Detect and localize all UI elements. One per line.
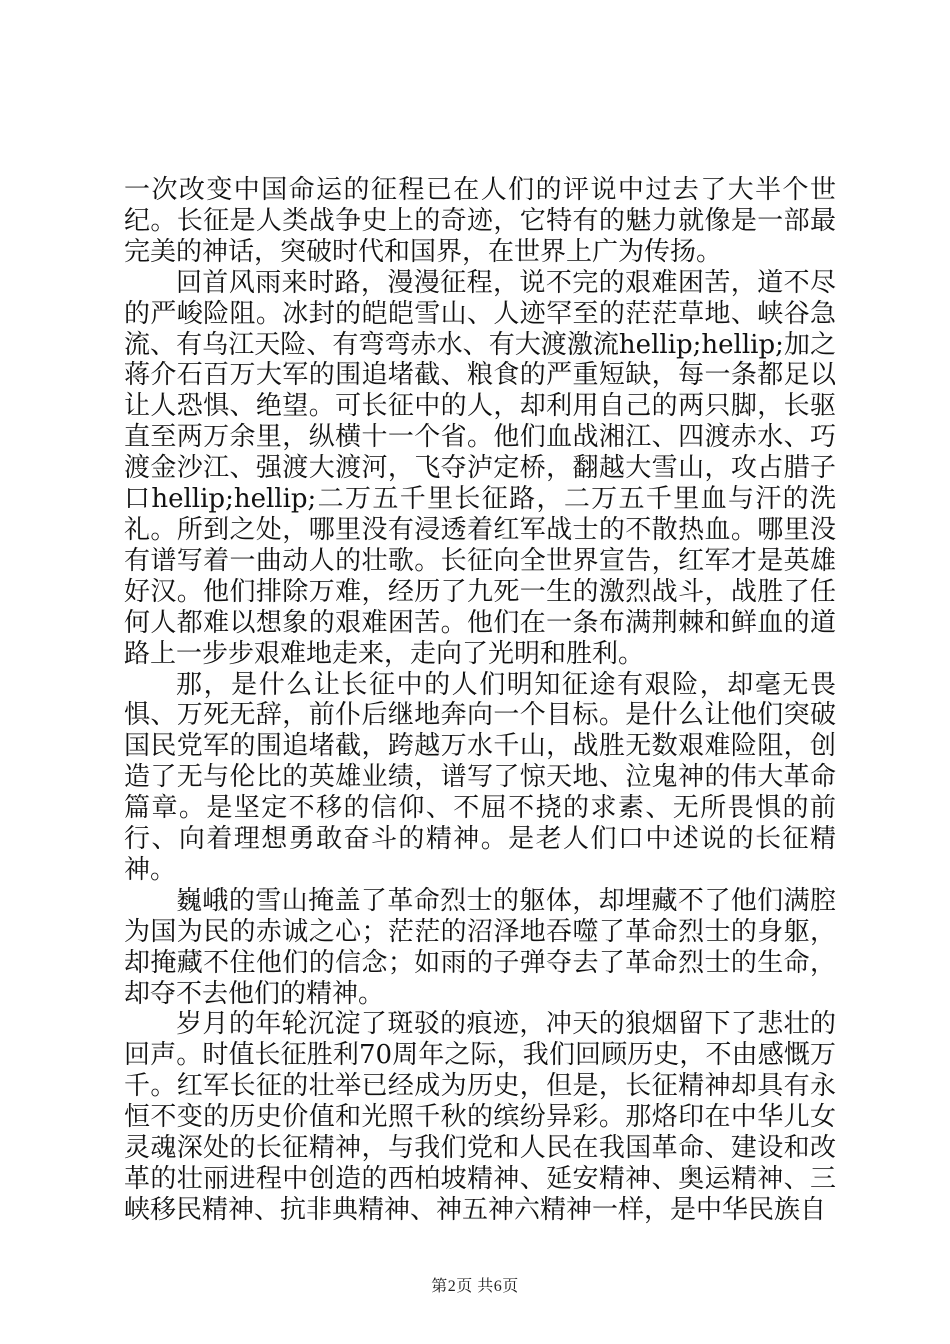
- paragraph-1: 一次改变中国命运的征程已在人们的评说中过去了大半个世纪。长征是人类战争史上的奇迹，它特有的魅力就像是一部最完美的神话，突破时代和国界，在世界上广为传扬。: [124, 175, 836, 267]
- body-text: [124, 175, 836, 1226]
- paragraph-4: 巍峨的雪山掩盖了革命烈士的躯体，却埋藏不了他们满腔为国为民的赤诚之心；茫茫的沼泽地吞噬了革命烈士的身躯，却掩藏不住他们的信念；如雨的子弹夺去了革命烈士的生命，却夺不去他们的精神。: [124, 885, 836, 1009]
- paragraph-3: 那，是什么让长征中的人们明知征途有艰险，却毫无畏惧、万死无辞，前仆后继地奔向一个目标。是什么让他们突破国民党军的围追堵截，跨越万水千山，战胜无数艰难险阻，创造了无与伦比的英雄业绩，谱写了惊天地、泣鬼神的伟大革命篇章。是坚定不移的信仰、不屈不挠的求素、无所畏惧的前行、向着理想勇敢奋斗的精神。是老人们口中述说的长征精神。: [124, 669, 836, 885]
- page-footer: 第2页 共6页: [431, 1278, 519, 1295]
- paragraph-5: 岁月的年轮沉淀了斑驳的痕迹，冲天的狼烟留下了悲壮的回声。时值长征胜利70周年之际，我们回顾历史，不由感慨万千。红军长征的壮举已经成为历史，但是，长征精神却具有永恒不变的历史价值和光照千秋的缤纷异彩。那烙印在中华儿女灵魂深处的长征精神，与我们党和人民在我国革命、建设和改革的壮丽进程中创造的西柏坡精神、延安精神、奥运精神、三峡移民精神、抗非典精神、神五神六精神一样，是中华民族自: [124, 1009, 836, 1225]
- paragraph-2: 回首风雨来时路，漫漫征程，说不完的艰难困苦，道不尽的严峻险阻。冰封的皑皑雪山、人迹罕至的茫茫草地、峡谷急流、有乌江天险、有弯弯赤水、有大渡激流hellip;hellip;加之蒋介石百万大军的围追堵截、粮食的严重短缺，每一条都足以让人恐惧、绝望。可长征中的人，却利用自己的两只脚，长驱直至两万余里，纵横十一个省。他们血战湘江、四渡赤水、巧渡金沙江、强渡大渡河，飞夺泸定桥，翻越大雪山，攻占腊子口hellip;hellip;二万五千里长征路，二万五千里血与汗的洗礼。所到之处，哪里没有浸透着红军战士的不散热血。哪里没有谱写着一曲动人的壮歌。长征向全世界宣告，红军才是英雄好汉。他们排除万难，经历了九死一生的激烈战斗，战胜了任何人都难以想象的艰难困苦。他们在一条布满荆棘和鲜血的道路上一步步艰难地走来，走向了光明和胜利。: [124, 267, 836, 669]
